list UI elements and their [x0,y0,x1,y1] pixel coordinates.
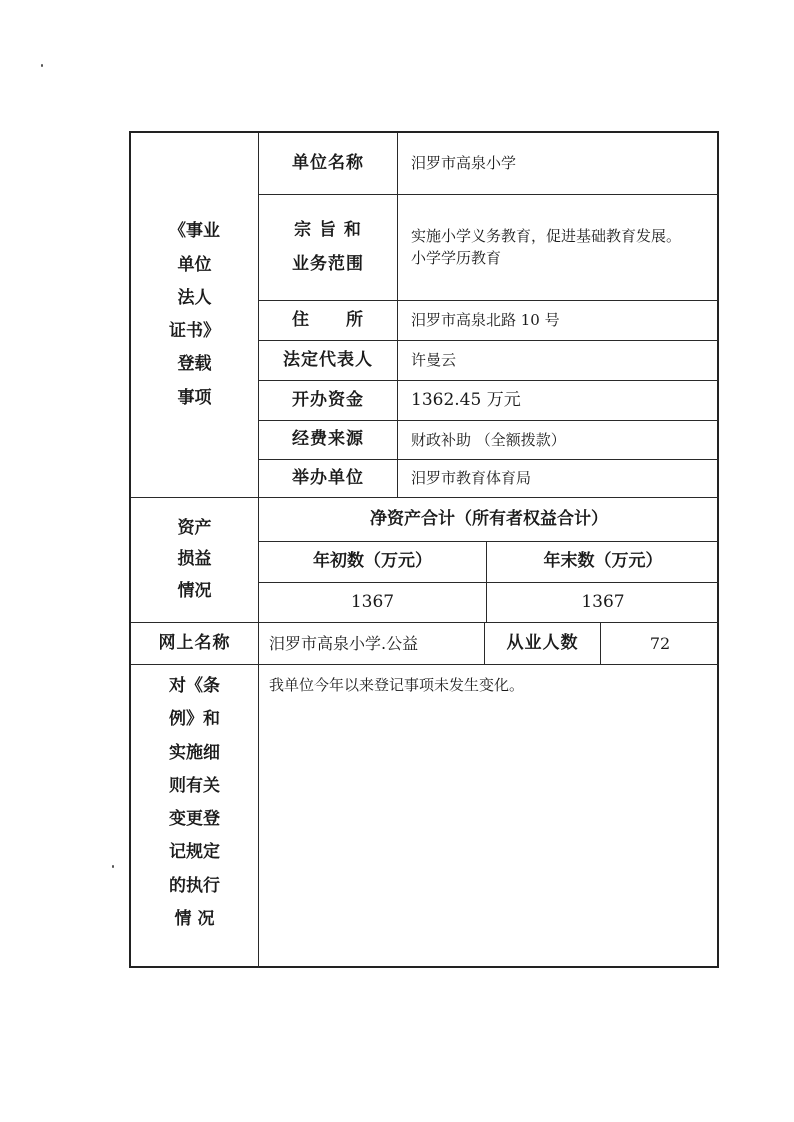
funding-source-value: 财政补助 （全额拨款） [411,430,566,449]
section-title-line: 证书》 [169,321,220,341]
compliance-section-title [131,665,258,968]
begin-of-year-label: 年初数（万元） [313,551,432,572]
section-title-line: 《事业 [169,221,220,242]
section-title-line: 情况 [177,580,212,601]
begin-of-year-value: 1367 [350,591,395,612]
scan-speck [112,865,114,868]
address-label: 住 所 [292,309,364,330]
legal-representative-value: 许曼云 [411,351,457,370]
purpose-value-line: 小学学历教育 [411,249,502,267]
section-title-line: 单位 [177,254,212,275]
purpose-value [398,195,719,300]
section-title-line: 资产 [177,518,212,539]
end-of-year-label: 年末数（万元） [543,551,663,572]
registration-section-title [131,133,258,497]
section-title-line: 变更登 [169,809,220,829]
unit-name-value: 汨罗市高泉小学 [411,154,517,173]
legal-representative-label: 法定代表人 [283,349,373,370]
sponsor-value: 汨罗市教育体育局 [411,469,532,488]
sponsor-label: 举办单位 [292,467,364,488]
section-title-line: 实施细 [169,742,220,763]
section-title-line: 事项 [177,387,212,408]
registration-form-table [129,131,719,968]
section-title-line: 情 况 [174,908,215,929]
section-title-line: 记规定 [169,842,220,863]
section-title-line: 例》和 [169,709,220,730]
capital-label: 开办资金 [292,389,364,410]
purpose-label [259,195,397,300]
section-title-line: 对《条 [169,676,220,696]
capital-value: 1362.45 万元 [411,389,521,410]
purpose-label-line: 宗 旨 和 [294,220,362,241]
assets-section-title [131,498,258,622]
section-title-line: 登载 [177,354,212,375]
purpose-label-line: 业务范围 [292,253,364,274]
section-title-line: 损益 [177,549,212,570]
section-title-line: 则有关 [169,775,220,796]
address-value: 汨罗市高泉北路 10 号 [411,311,560,330]
purpose-value-line: 实施小学义务教育，促进基础教育发展。 [411,227,682,246]
unit-name-label: 单位名称 [292,152,364,173]
section-title-line: 的执行 [169,875,220,896]
online-name-label: 网上名称 [158,632,231,653]
funding-source-label: 经费来源 [292,429,364,450]
staff-count-label: 从业人数 [506,632,579,653]
section-title-line: 法人 [177,287,212,308]
compliance-value: 我单位今年以来登记事项未发生变化。 [269,675,525,694]
end-of-year-value: 1367 [581,591,625,612]
staff-count-value: 72 [649,633,671,653]
online-name-value: 汨罗市高泉小学.公益 [269,633,419,653]
scan-speck [41,64,43,67]
net-assets-header: 净资产合计（所有者权益合计） [370,508,608,529]
